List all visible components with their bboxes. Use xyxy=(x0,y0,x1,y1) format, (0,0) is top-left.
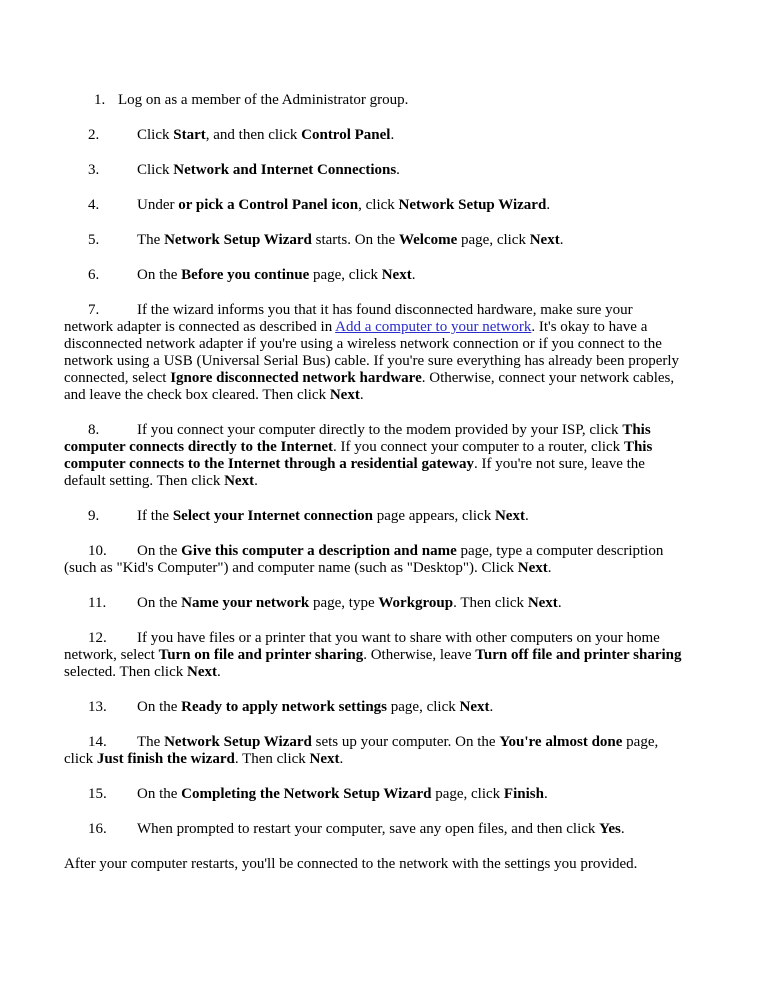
bold-text: This computer connects to the Internet through a residential gateway xyxy=(64,439,653,472)
item-number: 5. xyxy=(88,232,100,248)
add-computer-to-network-link[interactable]: Add a computer to your network xyxy=(335,319,532,335)
body-text: starts. On the xyxy=(311,232,399,248)
bold-text: Next xyxy=(459,699,490,715)
body-text: On the xyxy=(137,543,182,559)
bold-text: Give this computer a description and name xyxy=(181,543,457,559)
list-item-14 xyxy=(64,734,684,768)
bold-text: This computer connects directly to the Internet xyxy=(64,422,651,455)
body-text: . xyxy=(396,162,400,178)
bold-text: Ignore disconnected network hardware xyxy=(170,370,422,386)
item-number: 1. xyxy=(94,92,106,108)
body-text: On the xyxy=(137,267,182,283)
list-item-12 xyxy=(64,630,684,681)
body-text: page, type a computer description (such as "Kid's Computer") and computer name (such as "Desktop"). Click xyxy=(64,543,664,576)
item-number: 15. xyxy=(88,786,107,802)
body-text: page appears, click xyxy=(372,508,495,524)
numbered-instruction-list xyxy=(64,92,684,838)
bold-text: Next xyxy=(529,232,560,248)
body-text: . xyxy=(524,508,529,524)
body-text: If the xyxy=(137,508,173,524)
body-text: page, click xyxy=(431,786,504,802)
list-item-10 xyxy=(64,543,684,577)
body-text: sets up your computer. On the xyxy=(311,734,500,750)
bold-text: Welcome xyxy=(398,232,458,248)
body-text: If you connect your computer directly to the modem provided by your ISP, click xyxy=(137,422,623,438)
body-text: . xyxy=(339,751,344,767)
body-text: selected. Then click xyxy=(64,664,188,680)
body-text: . xyxy=(543,786,548,802)
document-page xyxy=(64,92,684,873)
bold-text: Network Setup Wizard xyxy=(164,734,312,750)
bold-text: Next xyxy=(494,508,525,524)
body-text: . xyxy=(547,560,552,576)
item-number: 13. xyxy=(88,699,107,715)
item-number: 11. xyxy=(88,595,107,611)
body-text: . xyxy=(557,595,562,611)
list-item-13 xyxy=(64,699,684,716)
list-item-2 xyxy=(64,127,684,144)
body-text: If the wizard informs you that it has found disconnected hardware, make sure your network adapter is connected as described in xyxy=(64,302,633,335)
body-text: page, type xyxy=(309,595,379,611)
item-number: 14. xyxy=(88,734,107,750)
body-text: On the xyxy=(137,595,182,611)
list-item-7 xyxy=(64,302,684,404)
body-text: page, click xyxy=(457,232,530,248)
body-text: Click xyxy=(137,162,174,178)
list-item-9 xyxy=(64,508,684,525)
body-text: . xyxy=(559,232,564,248)
bold-text: Turn on file and printer sharing xyxy=(158,647,364,663)
body-text: . xyxy=(217,664,221,680)
bold-text: Before you continue xyxy=(181,267,310,283)
body-text: , and then click xyxy=(205,127,302,143)
list-item-8 xyxy=(64,422,684,490)
body-text: Log on as a member of the Administrator group. xyxy=(118,92,409,108)
body-text: . xyxy=(489,699,494,715)
body-text: The xyxy=(137,734,165,750)
body-text: , click xyxy=(358,197,399,213)
body-text: . Then click xyxy=(234,751,310,767)
body-text: Click xyxy=(137,127,174,143)
list-item-4 xyxy=(64,197,684,214)
bold-text: Network Setup Wizard xyxy=(164,232,312,248)
bold-text: Next xyxy=(381,267,412,283)
body-text: If you have files or a printer that you want to share with other computers on your home network, select xyxy=(64,630,660,663)
body-text: When prompted to restart your computer, save any open files, and then click xyxy=(137,821,600,837)
body-text: The xyxy=(137,232,165,248)
item-number: 10. xyxy=(88,543,107,559)
item-number: 4. xyxy=(88,197,100,213)
bold-text: Completing the Network Setup Wizard xyxy=(181,786,432,802)
bold-text: Name your network xyxy=(181,595,310,611)
body-text: page, click xyxy=(309,267,382,283)
bold-text: Just finish the wizard xyxy=(96,751,235,767)
bold-text: Next xyxy=(187,664,218,680)
bold-text: Turn off file and printer sharing xyxy=(475,647,682,663)
item-number: 8. xyxy=(88,422,100,438)
item-number: 3. xyxy=(88,162,100,178)
body-text: . Otherwise, connect your network cables, and leave the check box cleared. Then click xyxy=(64,370,675,403)
body-text: . xyxy=(411,267,416,283)
item-number: 2. xyxy=(88,127,100,143)
bold-text: Control Panel xyxy=(301,127,391,143)
item-number: 16. xyxy=(88,821,107,837)
bold-text: You're almost done xyxy=(499,734,623,750)
closing-paragraph xyxy=(64,856,684,873)
list-item-5 xyxy=(64,232,684,249)
bold-text: Ready to apply network settings xyxy=(181,699,388,715)
list-item-15 xyxy=(64,786,684,803)
body-text: . Otherwise, leave xyxy=(363,647,476,663)
item-number: 12. xyxy=(88,630,107,646)
body-text: . It's okay to have a disconnected network adapter if you're using a wireless network connection or if you connect to the network using a USB (Universal Serial Bus) cable. If you're sure everything has already been properly connected, select xyxy=(64,319,680,386)
bold-text: Start xyxy=(173,127,206,143)
item-number: 9. xyxy=(88,508,100,524)
body-text: . If you're not sure, leave the default setting. Then click xyxy=(64,456,645,489)
body-text: page, click xyxy=(64,734,659,767)
body-text: . xyxy=(546,197,551,213)
body-text: . xyxy=(254,473,258,489)
bold-text: Network Setup Wizard xyxy=(398,197,547,213)
bold-text: Select your Internet connection xyxy=(172,508,373,524)
item-number: 7. xyxy=(88,302,100,318)
bold-text: Yes xyxy=(599,821,621,837)
bold-text: Next xyxy=(224,473,255,489)
body-text: . xyxy=(620,821,625,837)
list-item-16 xyxy=(64,821,684,838)
body-text: . Then click xyxy=(453,595,528,611)
body-text: On the xyxy=(137,786,182,802)
list-item-3 xyxy=(64,162,684,179)
body-text: On the xyxy=(137,699,182,715)
bold-text: Next xyxy=(329,387,360,403)
body-text: page, click xyxy=(387,699,460,715)
item-number: 6. xyxy=(88,267,100,283)
bold-text: Next xyxy=(309,751,340,767)
bold-text: Next xyxy=(527,595,558,611)
bold-text: Next xyxy=(517,560,548,576)
bold-text: or pick a Control Panel icon xyxy=(178,197,359,213)
bold-text: Network and Internet Connections xyxy=(173,162,397,178)
list-item-6 xyxy=(64,267,684,284)
body-text: . If you connect your computer to a router, click xyxy=(332,439,624,455)
body-text: After your computer restarts, you'll be connected to the network with the settings you provided. xyxy=(64,856,638,872)
body-text: . xyxy=(390,127,395,143)
body-text: Under xyxy=(137,197,179,213)
bold-text: Workgroup xyxy=(378,595,454,611)
list-item-11 xyxy=(64,595,684,612)
body-text: . xyxy=(359,387,364,403)
list-item-1 xyxy=(64,92,684,109)
bold-text: Finish xyxy=(503,786,544,802)
